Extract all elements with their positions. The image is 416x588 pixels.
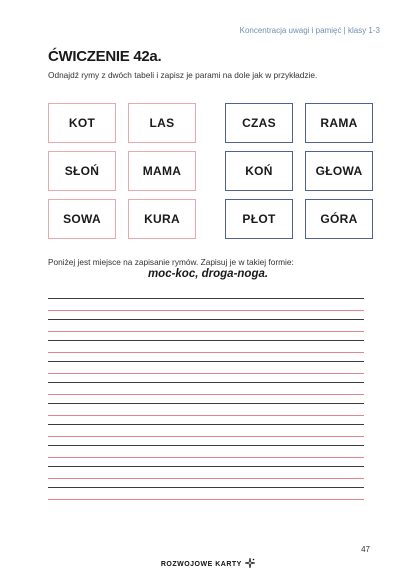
writing-line-dark	[48, 340, 364, 341]
word-cell: PŁOT	[225, 199, 293, 239]
word-cell: GŁOWA	[305, 151, 373, 191]
word-cell: KOŃ	[225, 151, 293, 191]
writing-line-red	[48, 352, 364, 353]
writing-line-red	[48, 436, 364, 437]
right-word-table	[225, 103, 373, 239]
writing-line-dark	[48, 466, 364, 467]
writing-line-dark	[48, 298, 364, 299]
exercise-instruction: Odnajdź rymy z dwóch tabeli i zapisz je parami na dole jak w przykładzie.	[48, 70, 318, 80]
word-cell: KURA	[128, 199, 196, 239]
page-number: 47	[361, 545, 370, 554]
writing-line-red	[48, 457, 364, 458]
exercise-title: ĆWICZENIE 42a.	[48, 48, 162, 65]
left-word-table	[48, 103, 196, 239]
brand-logo	[0, 558, 416, 568]
word-cell: KOT	[48, 103, 116, 143]
writing-line-dark	[48, 424, 364, 425]
writing-line-dark	[48, 319, 364, 320]
example-text: moc-koc, droga-noga.	[147, 268, 269, 280]
writing-line-dark	[48, 361, 364, 362]
writing-line-red	[48, 394, 364, 395]
word-cell: SŁOŃ	[48, 151, 116, 191]
writing-line-dark	[48, 382, 364, 383]
page-header: Koncentracja uwagi i pamięć | klasy 1-3	[239, 26, 380, 35]
writing-line-red	[48, 373, 364, 374]
word-cell: MAMA	[128, 151, 196, 191]
writing-line-dark	[48, 445, 364, 446]
logo-text: ROZWOJOWE KARTY	[160, 561, 242, 568]
writing-line-dark	[48, 487, 364, 488]
writing-line-red	[48, 478, 364, 479]
writing-line-red	[48, 415, 364, 416]
writing-line-red	[48, 331, 364, 332]
word-cell: LAS	[128, 103, 196, 143]
writing-instruction: Poniżej jest miejsce na zapisanie rymów. Zapisuj je w takiej formie:	[48, 257, 294, 267]
word-cell: CZAS	[225, 103, 293, 143]
writing-line-red	[48, 499, 364, 500]
sparkle-icon	[245, 558, 255, 568]
writing-line-dark	[48, 403, 364, 404]
word-cell: GÓRA	[305, 199, 373, 239]
word-cell: SOWA	[48, 199, 116, 239]
writing-line-red	[48, 310, 364, 311]
word-cell: RAMA	[305, 103, 373, 143]
